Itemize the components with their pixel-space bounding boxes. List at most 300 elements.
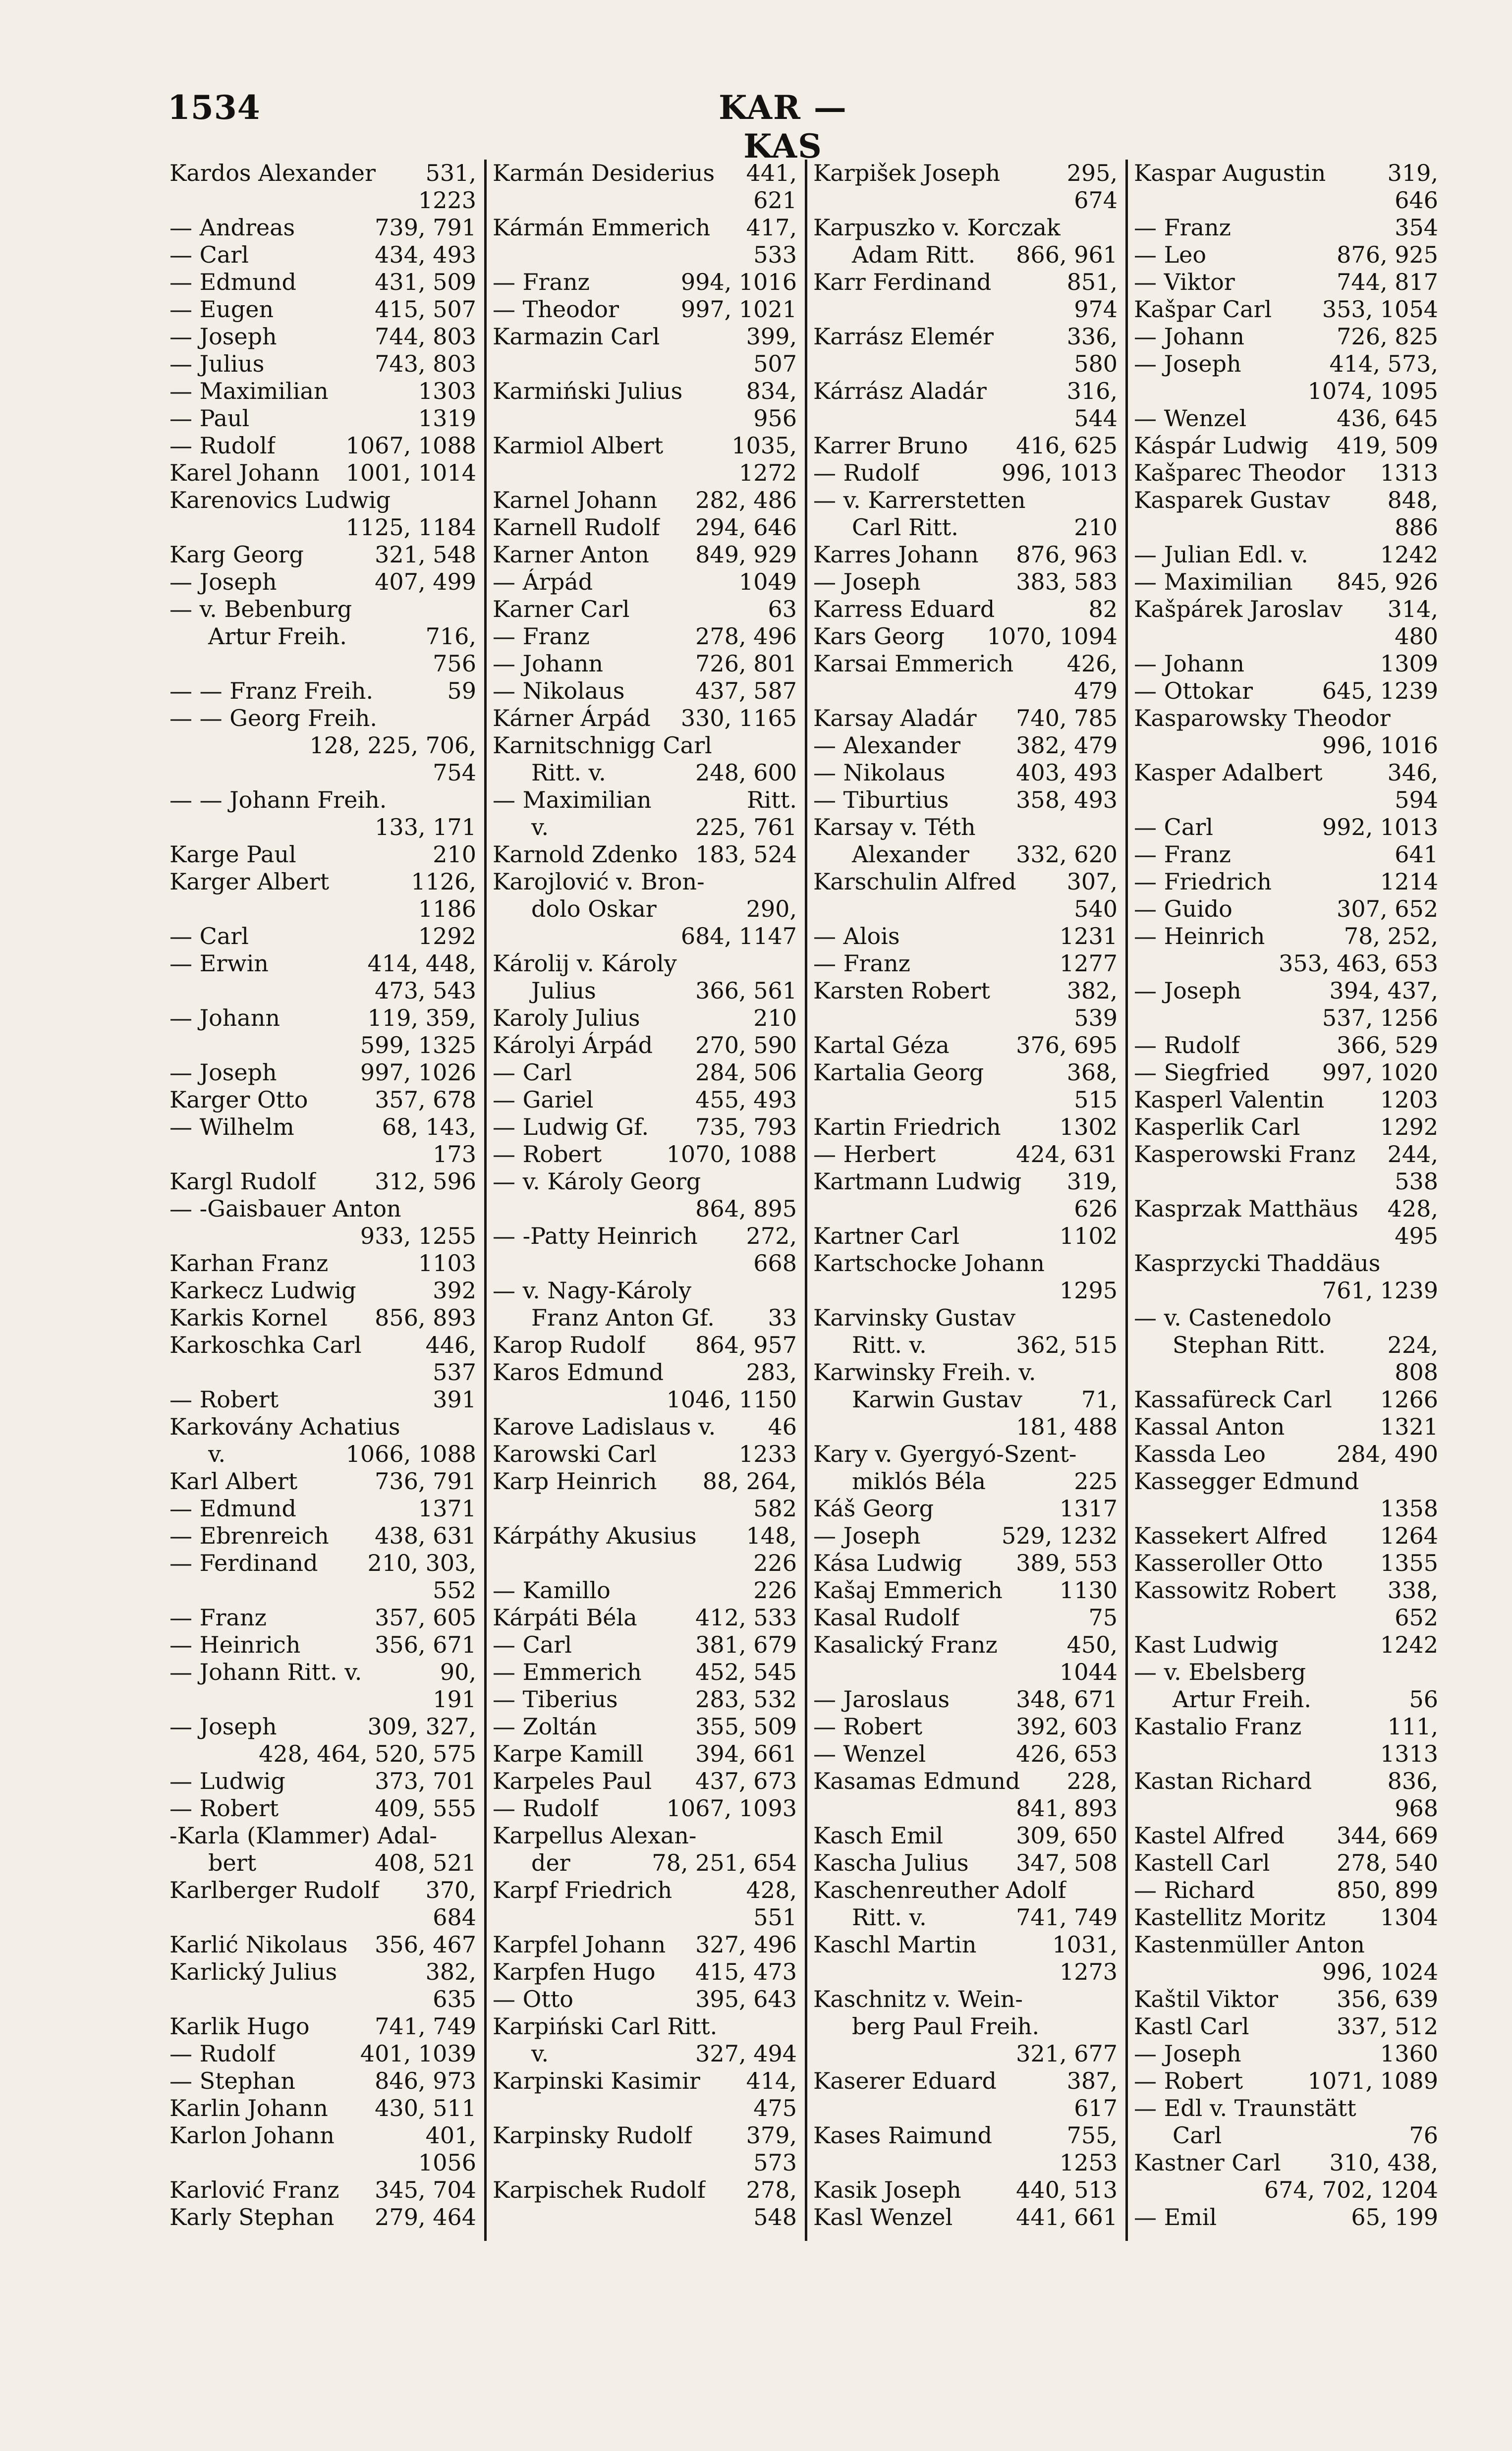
entry-name: Karg Georg (169, 541, 304, 568)
entry-pages: 321, 677 (1016, 2040, 1118, 2067)
entry-name: — Joseph (169, 323, 277, 350)
index-entry (813, 514, 1118, 541)
entry-name: Karge Paul (169, 841, 296, 868)
index-entry (813, 759, 1118, 786)
index-entry (493, 541, 797, 568)
entry-pages: 1273 (1059, 1958, 1118, 1985)
entry-pages: 370, (425, 1877, 476, 1903)
entry-pages: 996, 1013 (1001, 459, 1118, 486)
entry-pages: 424, 631 (1016, 1141, 1118, 1168)
entry-pages: 741, 749 (1016, 1904, 1118, 1931)
index-entry (1134, 1904, 1438, 1931)
entry-pages: 382, (1066, 977, 1118, 1004)
entry-pages: 641 (1395, 841, 1438, 868)
entry-pages: 1125, 1184 (345, 514, 476, 541)
entry-pages: 401, (425, 2122, 476, 2149)
entry-name: Kasseroller Otto (1134, 1550, 1323, 1576)
index-entry (813, 1986, 1118, 2013)
entry-pages: 479 (1074, 677, 1118, 704)
entry-pages: 307, (1066, 868, 1118, 895)
index-entry-continuation (493, 1495, 797, 1522)
entry-pages: 480 (1395, 623, 1438, 650)
index-entry (169, 1195, 476, 1223)
entry-name: Karnel Johann (493, 487, 658, 513)
entry-name: — Emmerich (493, 1659, 642, 1685)
index-entry-continuation (169, 2149, 476, 2176)
index-entry (1134, 2095, 1438, 2122)
entry-name: — Julian Edl. v. (1134, 541, 1308, 568)
index-entry-continuation (493, 1904, 797, 1931)
entry-name: Karrer Bruno (813, 432, 968, 459)
entry-name: Karmazin Carl (493, 323, 660, 350)
entry-pages: 841, 893 (1016, 1795, 1118, 1822)
entry-pages: 379, (746, 2122, 797, 2149)
entry-name: — Eugen (169, 296, 274, 323)
entry-pages: 573 (753, 2149, 797, 2176)
index-entry (169, 868, 476, 895)
index-entry (813, 786, 1118, 814)
entry-pages: 389, 553 (1016, 1550, 1118, 1576)
index-entry (493, 705, 797, 732)
entry-pages: 1066, 1088 (345, 1441, 476, 1467)
index-entry-continuation (493, 2149, 797, 2176)
index-entry (813, 705, 1118, 732)
index-entry (1134, 1822, 1438, 1849)
entry-name: Kary v. Gyergyó-Szent- (813, 1441, 1077, 1467)
index-entry-continuation (169, 759, 476, 786)
entry-name: Kasparek Gustav (1134, 487, 1330, 513)
entry-pages: 741, 749 (375, 2013, 476, 2040)
entry-name: — Alois (813, 923, 900, 949)
index-entry (169, 1795, 476, 1822)
entry-pages: 1186 (418, 895, 476, 922)
entry-name: Kaschnitz v. Wein- (813, 1986, 1023, 2012)
entry-name: Karpuszko v. Korczak (813, 214, 1061, 241)
entry-pages: 441, (746, 160, 797, 186)
index-entry (1134, 296, 1438, 323)
entry-pages: 933, 1255 (360, 1223, 476, 1249)
entry-name: — Johann (1134, 323, 1245, 350)
entry-name: — Joseph (1134, 2040, 1241, 2067)
entry-pages: 434, 493 (375, 241, 476, 268)
entry-pages: 59 (447, 677, 476, 704)
index-entry (813, 841, 1118, 868)
entry-pages: 452, 545 (695, 1659, 797, 1685)
index-entry (813, 1740, 1118, 1768)
index-entry (169, 923, 476, 950)
index-entry (169, 541, 476, 568)
entry-name: Kárpáti Béla (493, 1604, 637, 1631)
entry-pages: 1233 (738, 1441, 797, 1467)
index-entry (1134, 160, 1438, 187)
entry-pages: 248, 600 (695, 759, 797, 786)
entry-pages: 428, 464, 520, 575 (259, 1740, 476, 1767)
entry-pages: 599, 1325 (360, 1032, 476, 1058)
index-entry (169, 1659, 476, 1686)
index-entry-continuation (813, 895, 1118, 923)
entry-pages: 1317 (1059, 1495, 1118, 1522)
index-entry (1134, 1304, 1438, 1332)
index-entry (493, 1768, 797, 1795)
index-entry (169, 2176, 476, 2204)
entry-name: — Edl v. Traunstätt (1134, 2095, 1356, 2121)
entry-name: — Otto (493, 1986, 573, 2012)
index-entry (813, 1577, 1118, 1604)
index-entry (813, 2067, 1118, 2095)
entry-name: — Carl (493, 1059, 572, 1086)
entry-name: Karress Eduard (813, 596, 995, 622)
index-entry (1134, 1413, 1438, 1441)
entry-pages: 437, 587 (695, 677, 797, 704)
index-entry (1134, 2149, 1438, 2176)
entry-name: Karpeles Paul (493, 1768, 652, 1794)
entry-name: Kastellitz Moritz (1134, 1904, 1326, 1931)
entry-name: Karly Stephan (169, 2204, 335, 2230)
entry-pages: 348, 671 (1016, 1686, 1118, 1713)
index-entry (493, 814, 797, 841)
entry-pages: 316, (1066, 378, 1118, 404)
entry-pages: 426, (1066, 650, 1118, 677)
index-entry (1134, 596, 1438, 623)
entry-name: — Robert (169, 1386, 279, 1413)
index-entry (493, 2067, 797, 2095)
index-entry (813, 1141, 1118, 1168)
entry-name: Kašpárek Jaroslav (1134, 596, 1343, 622)
entry-name: Kartin Friedrich (813, 1114, 1001, 1140)
index-entry (1134, 923, 1438, 950)
entry-pages: 582 (753, 1495, 797, 1522)
index-entry-continuation (813, 1195, 1118, 1223)
entry-name: Karwinsky Freih. v. (813, 1359, 1036, 1386)
entry-name: Kassegger Edmund (1134, 1468, 1359, 1495)
index-entry (813, 432, 1118, 459)
entry-name: — Johann (493, 650, 604, 677)
entry-name: Kastner Carl (1134, 2149, 1281, 2176)
entry-name: — Joseph (1134, 350, 1241, 377)
entry-name: Karmán Desiderius (493, 160, 715, 186)
entry-name: Kárpáthy Akusius (493, 1522, 697, 1549)
index-entry (493, 432, 797, 459)
index-entry (1134, 1332, 1438, 1359)
index-entry (493, 650, 797, 677)
entry-pages: 414, 573, (1329, 350, 1438, 377)
entry-pages: 278, (746, 2176, 797, 2203)
entry-pages: 551 (753, 1904, 797, 1931)
entry-name: — Joseph (169, 1713, 277, 1740)
index-entry (813, 1931, 1118, 1958)
entry-pages: 994, 1016 (680, 269, 797, 295)
entry-pages: 368, (1066, 1059, 1118, 1086)
entry-pages: 652 (1395, 1604, 1438, 1631)
index-entry (169, 786, 476, 814)
index-entry (169, 296, 476, 323)
entry-name: Karwin Gustav (852, 1386, 1022, 1413)
entry-name: Kascha Julius (813, 1849, 969, 1876)
index-entry (169, 1086, 476, 1114)
entry-pages: 319, (1066, 1168, 1118, 1195)
entry-name: — Stephan (169, 2067, 295, 2094)
entry-pages: 538 (1395, 1168, 1438, 1195)
entry-pages: 886 (1395, 514, 1438, 541)
index-entry (169, 1304, 476, 1332)
index-column-2 (484, 160, 805, 2241)
entry-name: — Rudolf (169, 432, 276, 459)
entry-pages: 580 (1074, 350, 1118, 377)
entry-pages: 475 (753, 2095, 797, 2121)
entry-pages: 148, (746, 1522, 797, 1549)
entry-pages: 743, 803 (375, 350, 476, 377)
index-entry-continuation (1134, 1958, 1438, 1986)
entry-name: — Ottokar (1134, 677, 1253, 704)
entry-name: miklós Béla (852, 1468, 986, 1495)
entry-pages: 876, 925 (1337, 241, 1438, 268)
index-entry-continuation (169, 1686, 476, 1713)
entry-pages: 1355 (1380, 1550, 1438, 1576)
entry-pages: 1049 (738, 568, 797, 595)
entry-pages: 338, (1387, 1577, 1438, 1604)
index-entry (813, 1713, 1118, 1740)
entry-name: — — Georg Freih. (169, 705, 378, 731)
entry-name: — Ludwig (169, 1768, 285, 1794)
entry-pages: 270, 590 (695, 1032, 797, 1058)
entry-pages: 346, (1387, 759, 1438, 786)
entry-pages: 1358 (1380, 1495, 1438, 1522)
index-entry (1134, 1686, 1438, 1713)
index-entry (493, 568, 797, 596)
entry-pages: 441, 661 (1016, 2204, 1118, 2230)
entry-pages: 382, 479 (1016, 732, 1118, 759)
entry-pages: 997, 1020 (1322, 1059, 1438, 1086)
entry-pages: 1103 (418, 1250, 476, 1277)
entry-name: — Heinrich (1134, 923, 1265, 949)
index-entry (169, 1441, 476, 1468)
entry-pages: 1031, (1052, 1931, 1118, 1958)
index-entry (813, 323, 1118, 350)
index-entry (1134, 487, 1438, 514)
index-columns (164, 160, 1447, 2241)
index-entry (1134, 2067, 1438, 2095)
entry-name: — Alexander (813, 732, 961, 759)
entry-pages: 366, 561 (695, 977, 797, 1004)
entry-pages: 430, 511 (375, 2095, 476, 2121)
index-entry (1134, 1086, 1438, 1114)
index-entry (493, 2176, 797, 2204)
index-entry (493, 1114, 797, 1141)
index-entry (493, 950, 797, 977)
entry-name: Kaschl Martin (813, 1931, 977, 1958)
entry-name: Karoly Julius (493, 1004, 640, 1031)
entry-pages: 330, 1165 (680, 705, 797, 731)
entry-name: Karpe Kamill (493, 1740, 644, 1767)
index-entry (493, 1877, 797, 1904)
entry-name: Karpischek Rudolf (493, 2176, 706, 2203)
entry-pages: 354 (1395, 214, 1438, 241)
entry-name: Kartschocke Johann (813, 1250, 1045, 1277)
index-entry (1134, 1713, 1438, 1740)
entry-pages: 78, 252, (1344, 923, 1438, 949)
entry-name: Karpellus Alexan- (493, 1822, 697, 1849)
entry-name: — Robert (1134, 2067, 1243, 2094)
entry-name: der (531, 1849, 570, 1876)
entry-pages: 307, 652 (1337, 895, 1438, 922)
index-entry-continuation (169, 514, 476, 541)
entry-pages: 756 (433, 650, 476, 677)
index-entry (169, 1550, 476, 1577)
entry-pages: 428, (746, 1877, 797, 1903)
index-entry-continuation (493, 350, 797, 378)
index-entry (493, 1659, 797, 1686)
entry-name: — -Gaisbauer Anton (169, 1195, 401, 1222)
index-entry-continuation (169, 732, 476, 759)
entry-pages: 416, 625 (1016, 432, 1118, 459)
entry-name: — Robert (493, 1141, 602, 1168)
entry-name: Kassal Anton (1134, 1413, 1285, 1440)
entry-pages: 621 (753, 187, 797, 214)
entry-pages: 754 (433, 759, 476, 786)
entry-name: Karmiński Julius (493, 378, 683, 404)
entry-pages: 446, (425, 1332, 476, 1358)
entry-pages: 119, 359, (367, 1004, 476, 1031)
entry-name: Ritt. v. (852, 1332, 927, 1358)
entry-pages: 866, 961 (1016, 241, 1118, 268)
entry-name: Kasprzak Matthäus (1134, 1195, 1358, 1222)
index-entry (169, 677, 476, 705)
index-entry-continuation (1134, 187, 1438, 214)
entry-pages: 755, (1066, 2122, 1118, 2149)
entry-pages: 436, 645 (1337, 405, 1438, 432)
index-entry (813, 2204, 1118, 2231)
entry-name: Karpfen Hugo (493, 1958, 656, 1985)
entry-name: Kasprzycki Thaddäus (1134, 1250, 1381, 1277)
entry-name: — Robert (813, 1713, 923, 1740)
index-entry (493, 214, 797, 241)
index-entry (813, 1468, 1118, 1495)
index-column-4 (1125, 160, 1446, 2241)
index-entry-continuation (1134, 623, 1438, 650)
index-entry (493, 1413, 797, 1441)
entry-pages: 1277 (1059, 950, 1118, 977)
index-entry (169, 487, 476, 514)
entry-pages: 507 (753, 350, 797, 377)
index-entry (813, 1768, 1118, 1795)
index-entry (1134, 1468, 1438, 1495)
entry-name: Kasperowski Franz (1134, 1141, 1356, 1168)
entry-name: Franz Anton Gf. (531, 1304, 715, 1331)
index-entry-continuation (813, 405, 1118, 432)
entry-pages: 71, (1081, 1386, 1118, 1413)
entry-pages: 356, 671 (375, 1631, 476, 1658)
entry-pages: 674, 702, 1204 (1264, 2176, 1438, 2203)
entry-pages: 353, 463, 653 (1279, 950, 1438, 977)
index-entry-continuation (493, 2095, 797, 2122)
entry-pages: 684, 1147 (680, 923, 797, 949)
entry-pages: 1046, 1150 (666, 1386, 797, 1413)
index-entry-continuation (1134, 1223, 1438, 1250)
index-entry (1134, 1114, 1438, 1141)
entry-pages: 399, (746, 323, 797, 350)
index-entry (493, 1332, 797, 1359)
entry-pages: 1035, (731, 432, 797, 459)
entry-name: — — Johann Freih. (169, 786, 387, 813)
index-entry (493, 514, 797, 541)
index-entry (813, 241, 1118, 269)
entry-name: — Franz (1134, 841, 1231, 868)
index-entry-continuation (1134, 514, 1438, 541)
entry-pages: 744, 803 (375, 323, 476, 350)
index-entry (169, 160, 476, 187)
entry-pages: 956 (753, 405, 797, 432)
entry-pages: 284, 490 (1337, 1441, 1438, 1467)
entry-pages: 1303 (418, 378, 476, 404)
index-entry-continuation (493, 405, 797, 432)
entry-name: Kasamas Edmund (813, 1768, 1020, 1794)
entry-pages: 191 (433, 1686, 476, 1713)
index-entry-continuation (169, 1986, 476, 2013)
index-entry (813, 1250, 1118, 1277)
entry-name: Karsay v. Téth (813, 814, 976, 840)
entry-name: — Gariel (493, 1086, 594, 1113)
entry-name: — Rudolf (169, 2040, 276, 2067)
index-entry (813, 568, 1118, 596)
entry-name: Karlović Franz (169, 2176, 339, 2203)
entry-pages: 1126, (411, 868, 476, 895)
index-entry (169, 1849, 476, 1877)
entry-name: — Carl (493, 1631, 572, 1658)
entry-name: Kastan Richard (1134, 1768, 1312, 1794)
entry-pages: 1231 (1059, 923, 1118, 949)
entry-name: Kast Ludwig (1134, 1631, 1279, 1658)
entry-pages: 1313 (1380, 1740, 1438, 1767)
index-entry (813, 814, 1118, 841)
index-entry-continuation (493, 187, 797, 214)
entry-name: dolo Oskar (531, 895, 657, 922)
entry-pages: 133, 171 (375, 814, 476, 840)
index-entry (1134, 1877, 1438, 1904)
entry-name: — Maximilian (1134, 568, 1293, 595)
index-entry (169, 214, 476, 241)
entry-pages: 1292 (418, 923, 476, 949)
entry-pages: 347, 508 (1016, 1849, 1118, 1876)
index-entry (1134, 759, 1438, 786)
entry-name: Artur Freih. (208, 623, 347, 650)
entry-name: Karsten Robert (813, 977, 990, 1004)
index-entry-continuation (493, 923, 797, 950)
entry-name: — Ludwig Gf. (493, 1114, 649, 1140)
entry-name: Karkoschka Carl (169, 1332, 362, 1358)
entry-pages: 310, 438, (1329, 2149, 1438, 2176)
entry-pages: 1070, 1094 (987, 623, 1118, 650)
index-entry-continuation (169, 187, 476, 214)
entry-name: — v. Bebenburg (169, 596, 352, 622)
index-entry (493, 1822, 797, 1849)
index-entry (493, 1686, 797, 1713)
entry-name: Kassda Leo (1134, 1441, 1266, 1467)
index-entry (1134, 1059, 1438, 1086)
entry-name: — Siegfried (1134, 1059, 1270, 1086)
index-entry (493, 1277, 797, 1304)
entry-name: Karnell Rudolf (493, 514, 660, 541)
index-entry (493, 786, 797, 814)
entry-name: Karkovány Achatius (169, 1413, 400, 1440)
index-entry (169, 2067, 476, 2095)
index-entry (169, 623, 476, 650)
entry-pages: 319, (1387, 160, 1438, 186)
entry-name: — Johann (1134, 650, 1245, 677)
entry-name: Kaštil Viktor (1134, 1986, 1279, 2012)
entry-name: Karrász Elemér (813, 323, 994, 350)
index-entry (813, 1686, 1118, 1713)
index-entry (813, 950, 1118, 977)
